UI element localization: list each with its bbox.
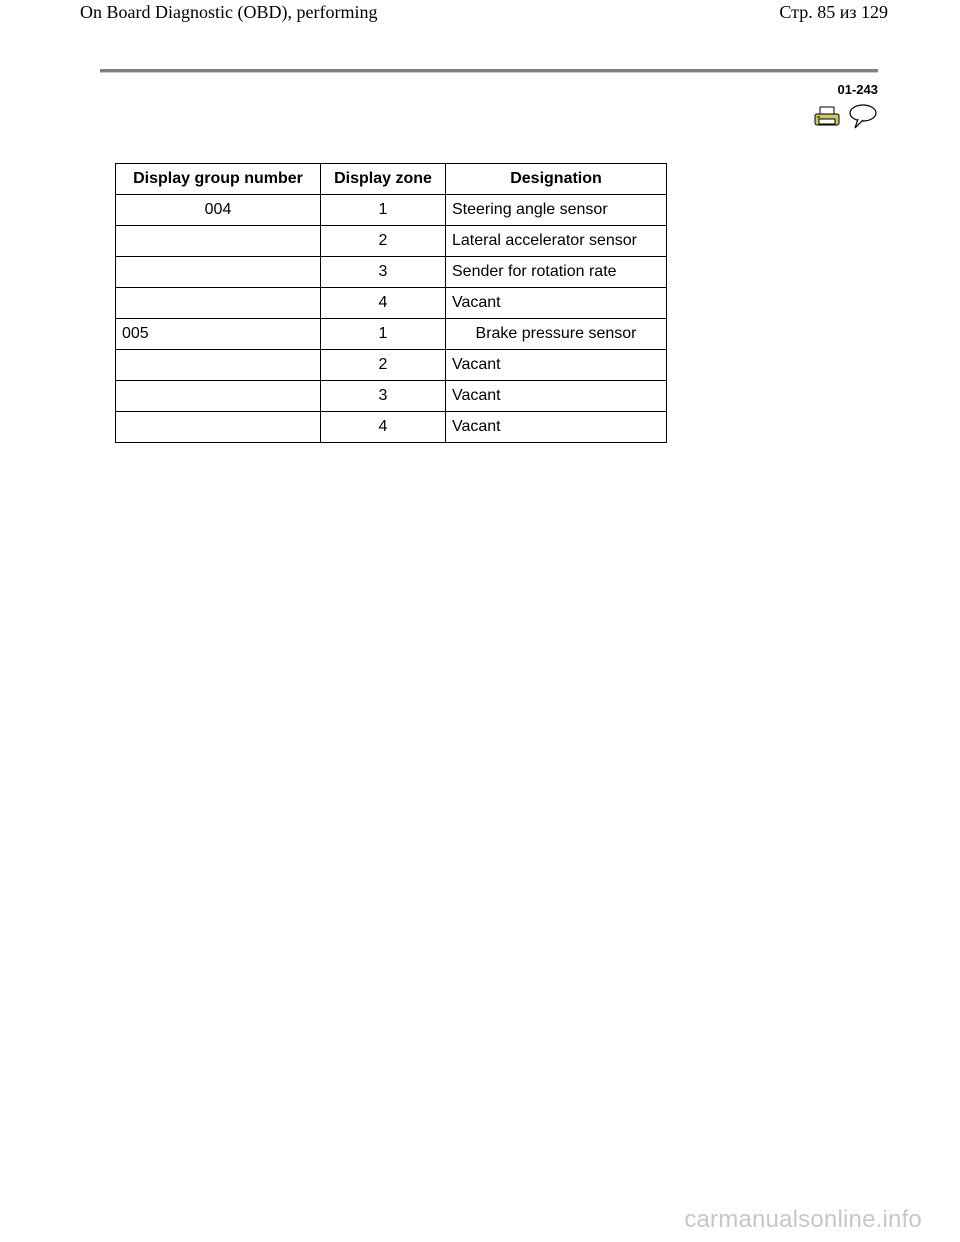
zone-cell: 4 [321, 412, 446, 443]
zone-cell: 1 [321, 195, 446, 226]
table-row [116, 226, 667, 257]
speech-bubble-icon[interactable] [848, 103, 878, 129]
designation-cell: Vacant [446, 288, 667, 319]
table-row [116, 257, 667, 288]
group-cell: 004 [116, 195, 321, 226]
printer-icon[interactable] [814, 106, 840, 128]
group-cell [116, 381, 321, 412]
header-divider [100, 69, 878, 73]
zone-cell: 1 [321, 319, 446, 350]
table-row [116, 412, 667, 443]
group-cell [116, 288, 321, 319]
table-header-row [116, 164, 667, 195]
designation-cell: Brake pressure sensor [446, 319, 667, 350]
designation-cell: Vacant [446, 412, 667, 443]
display-group-table [115, 163, 667, 443]
column-header-zone: Display zone [321, 164, 446, 195]
table-row [116, 319, 667, 350]
table-row [116, 195, 667, 226]
zone-cell: 3 [321, 381, 446, 412]
table-row [116, 288, 667, 319]
group-cell [116, 412, 321, 443]
group-cell: 005 [116, 319, 321, 350]
group-cell [116, 350, 321, 381]
zone-cell: 2 [321, 226, 446, 257]
designation-cell: Lateral accelerator sensor [446, 226, 667, 257]
zone-cell: 3 [321, 257, 446, 288]
watermark: carmanualsonline.info [684, 1206, 922, 1233]
zone-cell: 2 [321, 350, 446, 381]
group-cell [116, 257, 321, 288]
designation-cell: Vacant [446, 350, 667, 381]
designation-cell: Vacant [446, 381, 667, 412]
designation-cell: Steering angle sensor [446, 195, 667, 226]
document-code: 01-243 [837, 82, 878, 97]
column-header-designation: Designation [446, 164, 667, 195]
group-cell [116, 226, 321, 257]
zone-cell: 4 [321, 288, 446, 319]
document-title: On Board Diagnostic (OBD), performing [80, 2, 378, 22]
table-row [116, 381, 667, 412]
designation-cell: Sender for rotation rate [446, 257, 667, 288]
table-row [116, 350, 667, 381]
page-counter: Стр. 85 из 129 [779, 2, 888, 22]
column-header-group: Display group number [116, 164, 321, 195]
